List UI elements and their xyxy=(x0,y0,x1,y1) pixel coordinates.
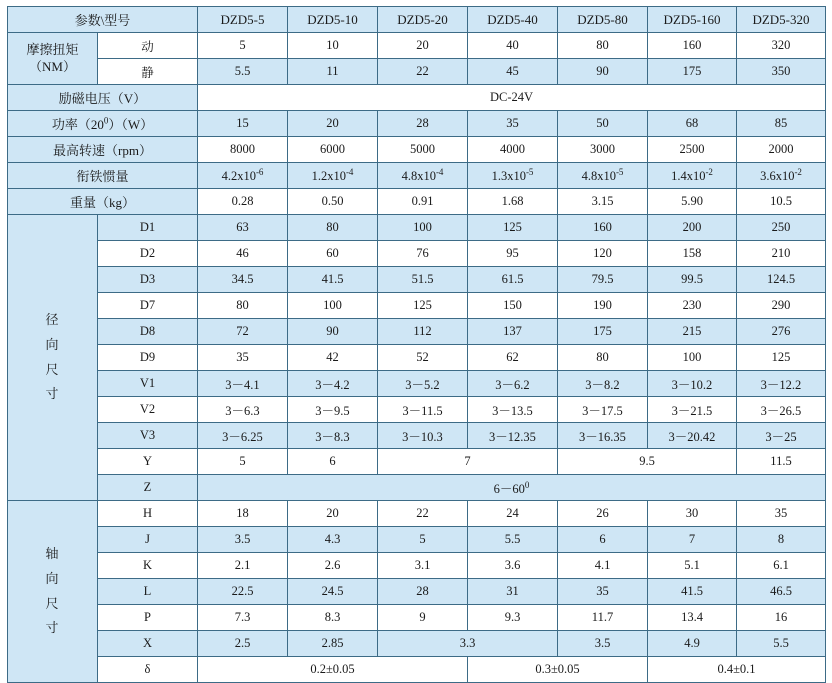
radial-5-v1: 42 xyxy=(288,345,378,371)
speed-2: 5000 xyxy=(378,137,468,163)
axial-4-v3: 9.3 xyxy=(468,605,558,631)
table-row-radial-v1 xyxy=(8,371,826,397)
inertia-1 xyxy=(288,163,378,189)
table-row-axial-delta xyxy=(8,657,826,683)
power-4: 50 xyxy=(558,111,648,137)
axial-0-v1: 20 xyxy=(288,501,378,527)
group-label-radial-c3: 寸 xyxy=(45,386,60,402)
radial-row-name-8: V3 xyxy=(98,423,198,449)
axial-row-name-0: H xyxy=(98,501,198,527)
radial-7-v4: 3－17.5 xyxy=(558,397,648,423)
axial-0-v6: 35 xyxy=(737,501,826,527)
radial-8-v2: 3－10.3 xyxy=(378,423,468,449)
radial-4-v6: 276 xyxy=(737,319,826,345)
weight-5: 5.90 xyxy=(648,189,737,215)
axial-3-v5: 41.5 xyxy=(648,579,737,605)
radial-8-v6: 3－25 xyxy=(737,423,826,449)
inertia-3 xyxy=(468,163,558,189)
inertia-4-base: 4.8x10 xyxy=(581,169,616,184)
table-row-axial-l xyxy=(8,579,826,605)
radial-2-v2: 51.5 xyxy=(378,267,468,293)
radial-8-v1: 3－8.3 xyxy=(288,423,378,449)
header-corner-label: 参数\型号 xyxy=(8,7,198,33)
inertia-0-exp: -6 xyxy=(255,166,264,177)
axial-2-v3: 3.6 xyxy=(468,553,558,579)
axial-0-v2: 22 xyxy=(378,501,468,527)
radial-6-v6: 3－12.2 xyxy=(737,371,826,397)
header-model-3: DZD5-40 xyxy=(468,7,558,33)
table-row-speed xyxy=(8,137,826,163)
group-label-axial-c2: 尺 xyxy=(45,595,60,611)
axial-3-v2: 28 xyxy=(378,579,468,605)
radial-z-value xyxy=(198,475,826,501)
radial-row-name-3: D7 xyxy=(98,293,198,319)
radial-7-v2: 3－11.5 xyxy=(378,397,468,423)
radial-7-v6: 3－26.5 xyxy=(737,397,826,423)
axial-row-name-1: J xyxy=(98,527,198,553)
table-row-axial-p xyxy=(8,605,826,631)
power-6: 85 xyxy=(737,111,826,137)
radial-3-v3: 150 xyxy=(468,293,558,319)
radial-0-v1: 80 xyxy=(288,215,378,241)
inertia-2 xyxy=(378,163,468,189)
group-label-axial xyxy=(8,501,98,683)
weight-1: 0.50 xyxy=(288,189,378,215)
radial-0-v3: 125 xyxy=(468,215,558,241)
row-label-power-post: ）（W） xyxy=(108,117,154,132)
radial-2-v6: 124.5 xyxy=(737,267,826,293)
torque-static-6: 350 xyxy=(737,59,826,85)
weight-3: 1.68 xyxy=(468,189,558,215)
radial-z-value-sup: 0 xyxy=(524,479,530,490)
row-label-voltage: 励磁电压（V） xyxy=(8,85,198,111)
axial-2-v0: 2.1 xyxy=(198,553,288,579)
radial-row-name-6: V1 xyxy=(98,371,198,397)
row-label-torque xyxy=(8,33,98,85)
group-label-radial xyxy=(8,215,98,501)
radial-3-v5: 230 xyxy=(648,293,737,319)
radial-1-v5: 158 xyxy=(648,241,737,267)
radial-7-v5: 3－21.5 xyxy=(648,397,737,423)
inertia-4-exp: -5 xyxy=(615,166,624,177)
axial-1-v5: 7 xyxy=(648,527,737,553)
row-label-inertia: 衔铁惯量 xyxy=(8,163,198,189)
axial-row-name-delta: δ xyxy=(98,657,198,683)
axial-x-c4: 4.9 xyxy=(648,631,737,657)
torque-dynamic-1: 10 xyxy=(288,33,378,59)
radial-0-v4: 160 xyxy=(558,215,648,241)
axial-4-v1: 8.3 xyxy=(288,605,378,631)
radial-7-v0: 3－6.3 xyxy=(198,397,288,423)
radial-1-v2: 76 xyxy=(378,241,468,267)
radial-5-v2: 52 xyxy=(378,345,468,371)
header-model-0: DZD5-5 xyxy=(198,7,288,33)
inertia-5-base: 1.4x10 xyxy=(671,169,706,184)
group-label-radial-c2: 尺 xyxy=(45,361,60,377)
table-row-torque-dynamic xyxy=(8,33,826,59)
torque-dynamic-4: 80 xyxy=(558,33,648,59)
power-5: 68 xyxy=(648,111,737,137)
group-label-axial-c0: 轴 xyxy=(45,546,60,562)
radial-y-c4: 11.5 xyxy=(737,449,826,475)
radial-row-name-z: Z xyxy=(98,475,198,501)
axial-1-v4: 6 xyxy=(558,527,648,553)
inertia-2-exp: -4 xyxy=(435,166,444,177)
header-model-5: DZD5-160 xyxy=(648,7,737,33)
inertia-5-exp: -2 xyxy=(705,166,713,177)
radial-4-v5: 215 xyxy=(648,319,737,345)
radial-6-v0: 3－4.1 xyxy=(198,371,288,397)
radial-2-v3: 61.5 xyxy=(468,267,558,293)
inertia-2-base: 4.8x10 xyxy=(401,169,436,184)
radial-row-name-7: V2 xyxy=(98,397,198,423)
axial-4-v5: 13.4 xyxy=(648,605,737,631)
radial-7-v3: 3－13.5 xyxy=(468,397,558,423)
table-row-radial-y xyxy=(8,449,826,475)
power-3: 35 xyxy=(468,111,558,137)
specification-table xyxy=(7,6,826,683)
axial-delta-c1: 0.3±0.05 xyxy=(468,657,648,683)
axial-3-v4: 35 xyxy=(558,579,648,605)
table-row-radial-d7 xyxy=(8,293,826,319)
torque-dynamic-0: 5 xyxy=(198,33,288,59)
radial-3-v1: 100 xyxy=(288,293,378,319)
axial-2-v5: 5.1 xyxy=(648,553,737,579)
radial-0-v6: 250 xyxy=(737,215,826,241)
axial-x-c5: 5.5 xyxy=(737,631,826,657)
radial-3-v4: 190 xyxy=(558,293,648,319)
sub-label-static: 静 xyxy=(98,59,198,85)
axial-0-v0: 18 xyxy=(198,501,288,527)
axial-delta-c2: 0.4±0.1 xyxy=(648,657,826,683)
radial-z-value-base: 6－60 xyxy=(493,481,525,496)
radial-8-v5: 3－20.42 xyxy=(648,423,737,449)
speed-0: 8000 xyxy=(198,137,288,163)
weight-4: 3.15 xyxy=(558,189,648,215)
radial-y-c3: 9.5 xyxy=(558,449,737,475)
radial-5-v6: 125 xyxy=(737,345,826,371)
weight-0: 0.28 xyxy=(198,189,288,215)
axial-row-name-x: X xyxy=(98,631,198,657)
radial-4-v1: 90 xyxy=(288,319,378,345)
torque-static-1: 11 xyxy=(288,59,378,85)
axial-1-v6: 8 xyxy=(737,527,826,553)
radial-6-v3: 3－6.2 xyxy=(468,371,558,397)
torque-static-4: 90 xyxy=(558,59,648,85)
axial-1-v0: 3.5 xyxy=(198,527,288,553)
header-model-2: DZD5-20 xyxy=(378,7,468,33)
row-label-speed: 最高转速（rpm） xyxy=(8,137,198,163)
inertia-6-base: 3.6x10 xyxy=(760,169,795,184)
radial-1-v6: 210 xyxy=(737,241,826,267)
inertia-6 xyxy=(737,163,826,189)
speed-4: 3000 xyxy=(558,137,648,163)
radial-row-name-0: D1 xyxy=(98,215,198,241)
group-label-axial-c1: 向 xyxy=(45,570,60,586)
inertia-6-exp: -2 xyxy=(794,166,802,177)
table-row-radial-d9 xyxy=(8,345,826,371)
axial-2-v4: 4.1 xyxy=(558,553,648,579)
speed-6: 2000 xyxy=(737,137,826,163)
group-label-radial-c0: 径 xyxy=(45,312,60,328)
radial-5-v3: 62 xyxy=(468,345,558,371)
axial-2-v2: 3.1 xyxy=(378,553,468,579)
radial-row-name-y: Y xyxy=(98,449,198,475)
radial-1-v4: 120 xyxy=(558,241,648,267)
torque-dynamic-6: 320 xyxy=(737,33,826,59)
row-label-torque-line2: （NM） xyxy=(29,58,76,74)
radial-3-v0: 80 xyxy=(198,293,288,319)
axial-0-v3: 24 xyxy=(468,501,558,527)
header-model-4: DZD5-80 xyxy=(558,7,648,33)
table-row-voltage xyxy=(8,85,826,111)
radial-2-v5: 99.5 xyxy=(648,267,737,293)
power-0: 15 xyxy=(198,111,288,137)
radial-5-v5: 100 xyxy=(648,345,737,371)
table-row-radial-v2 xyxy=(8,397,826,423)
axial-1-v1: 4.3 xyxy=(288,527,378,553)
torque-dynamic-2: 20 xyxy=(378,33,468,59)
axial-row-name-3: L xyxy=(98,579,198,605)
table-row-axial-x xyxy=(8,631,826,657)
radial-6-v5: 3－10.2 xyxy=(648,371,737,397)
sub-label-dynamic: 动 xyxy=(98,33,198,59)
axial-x-c3: 3.5 xyxy=(558,631,648,657)
inertia-1-exp: -4 xyxy=(345,166,354,177)
table-row-weight xyxy=(8,189,826,215)
speed-3: 4000 xyxy=(468,137,558,163)
radial-5-v4: 80 xyxy=(558,345,648,371)
axial-row-name-2: K xyxy=(98,553,198,579)
radial-0-v5: 200 xyxy=(648,215,737,241)
axial-x-c1: 2.85 xyxy=(288,631,378,657)
inertia-4 xyxy=(558,163,648,189)
group-label-radial-c1: 向 xyxy=(45,336,60,352)
axial-3-v3: 31 xyxy=(468,579,558,605)
axial-3-v0: 22.5 xyxy=(198,579,288,605)
group-label-axial-c3: 寸 xyxy=(45,620,60,636)
speed-1: 6000 xyxy=(288,137,378,163)
radial-1-v0: 46 xyxy=(198,241,288,267)
inertia-3-exp: -5 xyxy=(525,166,534,177)
radial-6-v2: 3－5.2 xyxy=(378,371,468,397)
header-model-6: DZD5-320 xyxy=(737,7,826,33)
radial-8-v3: 3－12.35 xyxy=(468,423,558,449)
radial-6-v1: 3－4.2 xyxy=(288,371,378,397)
table-row-power xyxy=(8,111,826,137)
radial-2-v1: 41.5 xyxy=(288,267,378,293)
radial-2-v4: 79.5 xyxy=(558,267,648,293)
inertia-0-base: 4.2x10 xyxy=(221,169,256,184)
axial-1-v2: 5 xyxy=(378,527,468,553)
weight-6: 10.5 xyxy=(737,189,826,215)
axial-0-v5: 30 xyxy=(648,501,737,527)
torque-dynamic-5: 160 xyxy=(648,33,737,59)
row-label-power xyxy=(8,111,198,137)
table-row-axial-j xyxy=(8,527,826,553)
power-1: 20 xyxy=(288,111,378,137)
radial-row-name-2: D3 xyxy=(98,267,198,293)
radial-3-v6: 290 xyxy=(737,293,826,319)
weight-2: 0.91 xyxy=(378,189,468,215)
table-row-radial-d2 xyxy=(8,241,826,267)
inertia-1-base: 1.2x10 xyxy=(311,169,346,184)
torque-static-0: 5.5 xyxy=(198,59,288,85)
axial-4-v2: 9 xyxy=(378,605,468,631)
radial-6-v4: 3－8.2 xyxy=(558,371,648,397)
table-row-radial-d1 xyxy=(8,215,826,241)
table-row-radial-d3 xyxy=(8,267,826,293)
torque-static-5: 175 xyxy=(648,59,737,85)
radial-row-name-1: D2 xyxy=(98,241,198,267)
row-label-power-sup: 0 xyxy=(103,115,109,126)
table-row-axial-h xyxy=(8,501,826,527)
table-row-axial-k xyxy=(8,553,826,579)
power-2: 28 xyxy=(378,111,468,137)
row-label-power-pre: 功率（20 xyxy=(51,117,104,132)
radial-4-v2: 112 xyxy=(378,319,468,345)
axial-delta-c0: 0.2±0.05 xyxy=(198,657,468,683)
torque-static-3: 45 xyxy=(468,59,558,85)
radial-4-v0: 72 xyxy=(198,319,288,345)
radial-y-c0: 5 xyxy=(198,449,288,475)
table-row-inertia xyxy=(8,163,826,189)
axial-2-v1: 2.6 xyxy=(288,553,378,579)
row-label-torque-line1: 摩擦扭矩 xyxy=(26,42,79,58)
axial-4-v4: 11.7 xyxy=(558,605,648,631)
radial-y-c1: 6 xyxy=(288,449,378,475)
radial-2-v0: 34.5 xyxy=(198,267,288,293)
torque-dynamic-3: 40 xyxy=(468,33,558,59)
radial-3-v2: 125 xyxy=(378,293,468,319)
radial-row-name-4: D8 xyxy=(98,319,198,345)
radial-4-v4: 175 xyxy=(558,319,648,345)
axial-0-v4: 26 xyxy=(558,501,648,527)
table-row-radial-z xyxy=(8,475,826,501)
radial-y-c2: 7 xyxy=(378,449,558,475)
inertia-5 xyxy=(648,163,737,189)
radial-7-v1: 3－9.5 xyxy=(288,397,378,423)
axial-4-v0: 7.3 xyxy=(198,605,288,631)
axial-x-c0: 2.5 xyxy=(198,631,288,657)
axial-x-c2: 3.3 xyxy=(378,631,558,657)
radial-8-v4: 3－16.35 xyxy=(558,423,648,449)
axial-4-v6: 16 xyxy=(737,605,826,631)
axial-1-v3: 5.5 xyxy=(468,527,558,553)
table-row-torque-static xyxy=(8,59,826,85)
axial-3-v1: 24.5 xyxy=(288,579,378,605)
radial-4-v3: 137 xyxy=(468,319,558,345)
radial-row-name-5: D9 xyxy=(98,345,198,371)
radial-0-v0: 63 xyxy=(198,215,288,241)
radial-1-v3: 95 xyxy=(468,241,558,267)
axial-3-v6: 46.5 xyxy=(737,579,826,605)
inertia-0 xyxy=(198,163,288,189)
radial-1-v1: 60 xyxy=(288,241,378,267)
table-header-row xyxy=(8,7,826,33)
table-row-radial-v3 xyxy=(8,423,826,449)
inertia-3-base: 1.3x10 xyxy=(491,169,526,184)
row-label-weight: 重量（kg） xyxy=(8,189,198,215)
header-model-1: DZD5-10 xyxy=(288,7,378,33)
torque-static-2: 22 xyxy=(378,59,468,85)
axial-row-name-4: P xyxy=(98,605,198,631)
axial-2-v6: 6.1 xyxy=(737,553,826,579)
speed-5: 2500 xyxy=(648,137,737,163)
table-row-radial-d8 xyxy=(8,319,826,345)
radial-8-v0: 3－6.25 xyxy=(198,423,288,449)
radial-5-v0: 35 xyxy=(198,345,288,371)
radial-0-v2: 100 xyxy=(378,215,468,241)
voltage-value: DC-24V xyxy=(198,85,826,111)
